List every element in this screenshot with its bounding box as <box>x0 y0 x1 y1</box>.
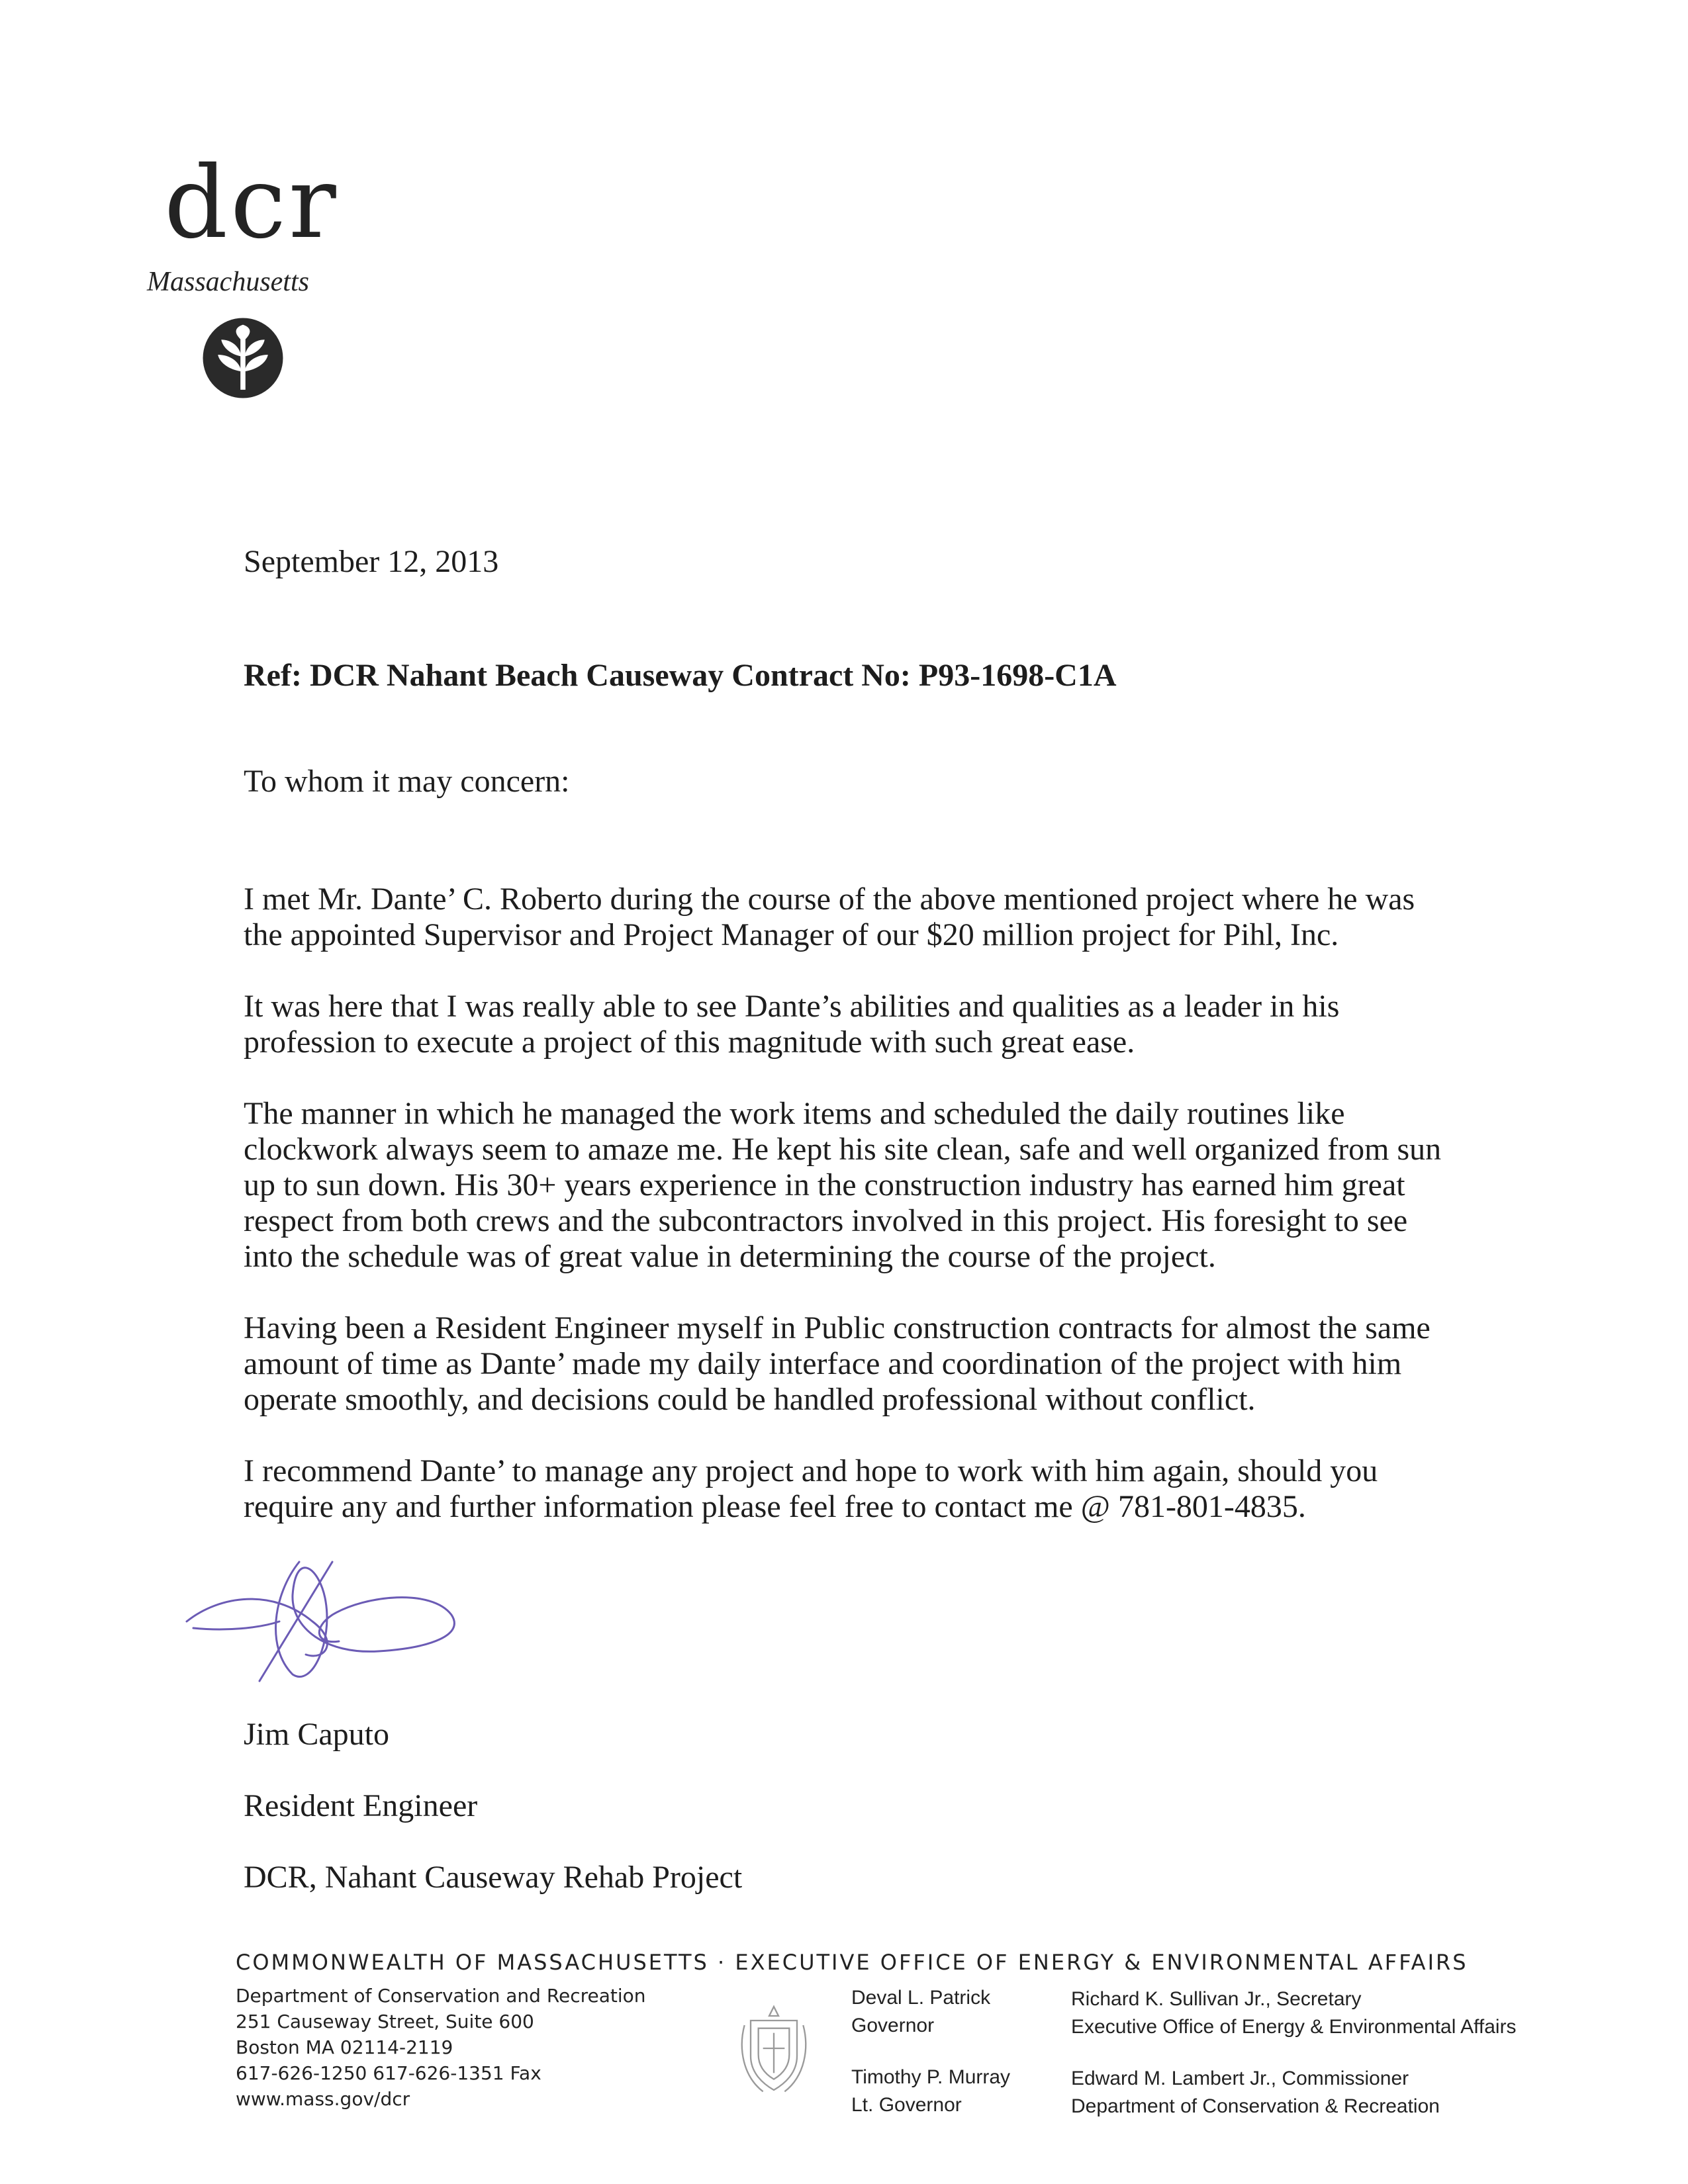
signer-title: Resident Engineer <box>244 1788 478 1823</box>
city-state-zip: Boston MA 02114-2119 <box>236 2036 453 2058</box>
paragraph-2: It was here that I was really able to see Dante’s abilities and qualities as a leader in his profession to execute a project of this magnitude with such great ease. <box>244 989 1340 1060</box>
signer-name: Jim Caputo <box>244 1717 390 1752</box>
lt-governor-name: Timothy P. Murray <box>851 2066 1011 2088</box>
letter-date: September 12, 2013 <box>244 544 499 579</box>
signer-organization: DCR, Nahant Causeway Rehab Project <box>244 1860 743 1895</box>
leaf-seal-icon <box>201 316 285 400</box>
paragraph-1: I met Mr. Dante’ C. Roberto during the course of the above mentioned project where he was the appointed Supervisor and Project Manager of our $20 million project for Pihl, Inc. <box>244 882 1415 952</box>
dcr-logo-wordmark: dcr <box>164 146 339 261</box>
salutation: To whom it may concern: <box>244 764 570 799</box>
lt-governor-block <box>851 2064 1010 2119</box>
signature-block <box>244 1681 1488 1931</box>
commissioner-block <box>1071 2065 1440 2120</box>
handwritten-signature <box>180 1522 491 1694</box>
paragraph-5: I recommend Dante’ to manage any project and hope to work with him again, should you require any and further information please feel free to contact me @ 781-801-4835. <box>244 1453 1378 1524</box>
footer-heading: COMMONWEALTH OF MASSACHUSETTS · EXECUTIVE OFFICE OF ENERGY & ENVIRONMENTAL AFFAIRS <box>236 1950 1468 1975</box>
secretary-office: Executive Office of Energy & Environmental Affairs <box>1071 2016 1517 2038</box>
street-address: 251 Causeway Street, Suite 600 <box>236 2011 534 2032</box>
logo-state-name: Massachusetts <box>147 267 309 297</box>
paragraph-3: The manner in which he managed the work items and scheduled the daily routines like clockwork always seem to amaze me. He kept his site clean, safe and well organized from sun up to sun down. His 30+ years experience in the construction industry has earned him great respect from both crews and the subcontractors involved in this project. His foresight to see into the schedule was of great value in determining the course of the project. <box>244 1096 1442 1274</box>
phone-fax: 617-626-1250 617-626-1351 Fax <box>236 2062 541 2084</box>
lt-governor-title: Lt. Governor <box>851 2094 962 2116</box>
website: www.mass.gov/dcr <box>236 2088 410 2110</box>
secretary-name: Richard K. Sullivan Jr., Secretary <box>1071 1988 1362 2010</box>
commissioner-office: Department of Conservation & Recreation <box>1071 2095 1440 2117</box>
department-name: Department of Conservation and Recreation <box>236 1985 646 2007</box>
commissioner-name: Edward M. Lambert Jr., Commissioner <box>1071 2068 1409 2089</box>
secretary-block <box>1071 1985 1517 2041</box>
reference-line: Ref: DCR Nahant Beach Causeway Contract No: P93-1698-C1A <box>244 658 1117 693</box>
governor-title: Governor <box>851 2015 935 2036</box>
letter-body <box>244 882 1488 1561</box>
paragraph-4: Having been a Resident Engineer myself in Public construction contracts for almost the same amount of time as Dante’ made my daily interface and coordination of the project with him operate smoothly, and decisions could be handled professional without conflict. <box>244 1310 1430 1417</box>
governor-block <box>851 1984 990 2040</box>
governor-name: Deval L. Patrick <box>851 1987 991 2009</box>
massachusetts-seal-icon <box>735 2002 813 2095</box>
footer-address <box>236 1983 765 2112</box>
